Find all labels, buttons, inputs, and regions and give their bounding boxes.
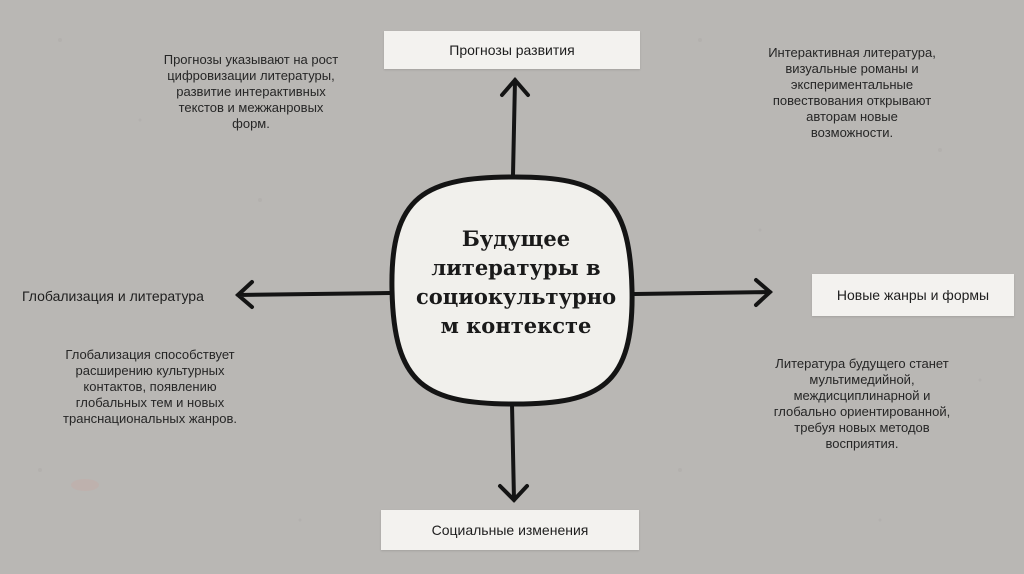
label-new-genres: Новые жанры и формы (812, 274, 1014, 316)
arrow-down (500, 404, 527, 500)
note-future-literature: Литература будущего станет мультимедийной, междисциплинарной и глобально ориентированной, требуя новых методов восприятия. (773, 356, 951, 451)
label-forecasts: Прогнозы развития (384, 31, 640, 69)
label-social-changes: Социальные изменения (381, 510, 639, 550)
note-interactive-literature: Интерактивная литература, визуальные романы и экспериментальные повествования открывают авторам новые возможности. (768, 45, 936, 140)
arrow-right (634, 280, 770, 305)
arrow-up (502, 80, 528, 175)
note-forecasts: Прогнозы указывают на рост цифровизации литературы, развитие интерактивных текстов и межжанровых форм. (163, 52, 339, 131)
arrow-left (238, 282, 390, 307)
label-globalization: Глобализация и литература (22, 288, 204, 304)
center-node-title: Будущее литературы в социокультурно м контексте (416, 226, 617, 338)
note-globalization: Глобализация способствует расширению культурных контактов, появлению глобальных тем и новых транснациональных жанров. (63, 347, 237, 426)
